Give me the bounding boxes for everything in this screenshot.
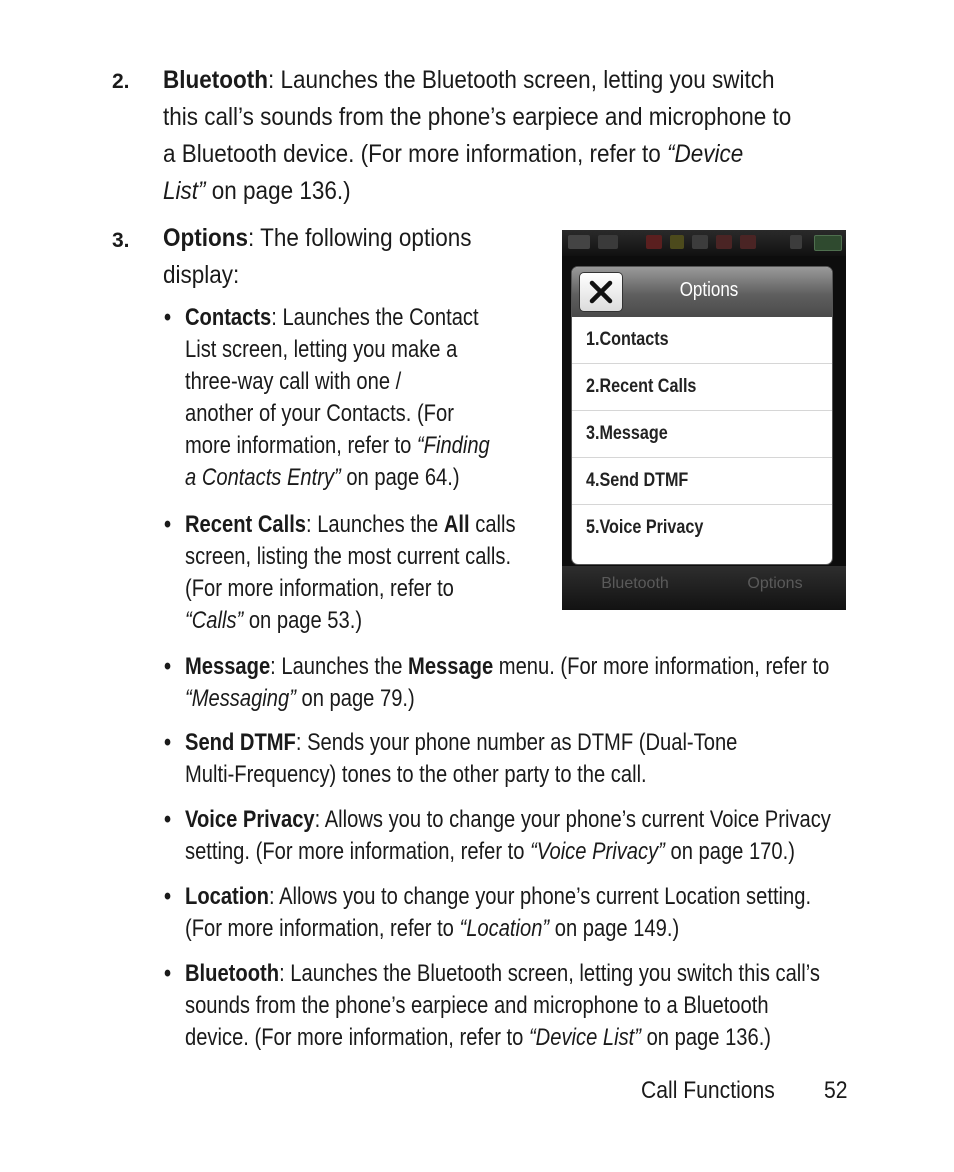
menu-item-send-dtmf[interactable] [572, 458, 832, 505]
status-bar [562, 230, 846, 256]
bullet-dot: • [164, 511, 172, 538]
options-dialog [572, 267, 832, 564]
text-line: : Launches the [270, 653, 409, 680]
softkey-bar [562, 566, 846, 610]
menu-item-message[interactable] [572, 411, 832, 458]
close-icon [589, 280, 613, 304]
text-line: on page 64.) [340, 464, 460, 491]
text-line: setting. (For more information, refer to [185, 838, 531, 865]
emphasis-text: Message [408, 653, 494, 680]
bullet-title: Send DTMF [185, 729, 296, 756]
dialog-header [572, 267, 832, 317]
item-number: 3. [112, 229, 130, 252]
text-line: List screen, letting you make a [185, 336, 458, 363]
cross-reference-link: a Contacts Entry” [185, 464, 341, 491]
bluetooth-softkey[interactable]: Bluetooth [601, 575, 669, 592]
text-line: : The following options [247, 224, 472, 252]
bullet-dot: • [164, 960, 172, 987]
text-line: menu. (For more information, refer to [493, 653, 830, 680]
page-number: 52 [824, 1077, 848, 1104]
bullet-dot: • [164, 304, 172, 331]
cross-reference-link: “Calls” [185, 607, 244, 634]
bullet-title: Bluetooth [185, 960, 280, 987]
text-line: : Allows you to change your phone’s current Location setting. [269, 883, 812, 910]
status-indicator-icon [716, 235, 732, 249]
text-line: on page 136.) [205, 177, 351, 205]
text-line: : Launches the [306, 511, 444, 538]
status-indicator-icon [740, 235, 756, 249]
text-line: this call’s sounds from the phone’s earpiece and microphone to [163, 103, 792, 131]
phone-screenshot [562, 230, 846, 610]
item-title: Options [163, 224, 248, 252]
text-line: : Sends your phone number as DTMF (Dual-Tone [295, 729, 738, 756]
cross-reference-link: “Device List” [528, 1024, 641, 1051]
text-line: (For more information, refer to [185, 575, 454, 602]
text-line: : Allows you to change your phone’s current Voice Privacy [314, 806, 831, 833]
item-title: Bluetooth [163, 66, 268, 94]
text-line: on page 149.) [549, 915, 680, 942]
menu-item-label: 1.Contacts [586, 329, 669, 350]
battery-icon [814, 235, 842, 251]
menu-item-contacts[interactable] [572, 317, 832, 364]
text-line: display: [163, 261, 240, 289]
bullet-title: Message [185, 653, 271, 680]
text-line: screen, listing the most current calls. [185, 543, 512, 570]
menu-item-label: 2.Recent Calls [586, 376, 697, 397]
item-number: 2. [112, 70, 130, 93]
close-button[interactable] [580, 273, 622, 311]
cross-reference-link: “Finding [416, 432, 490, 459]
bullet-dot: • [164, 806, 172, 833]
dialog-title: Options [679, 279, 739, 301]
bullet-title: Location [185, 883, 269, 910]
item-bluetooth-paragraph [163, 62, 793, 210]
text-line: sounds from the phone’s earpiece and microphone to a Bluetooth [185, 992, 769, 1019]
bullet-dot: • [164, 729, 172, 756]
text-line: on page 136.) [640, 1024, 772, 1051]
bullet-title: Recent Calls [185, 511, 307, 538]
text-line: : Launches the Bluetooth screen, letting you switch [267, 66, 775, 94]
cross-reference-link: “Messaging” [185, 685, 296, 712]
options-softkey[interactable]: Options [747, 575, 803, 592]
call-icon [598, 235, 618, 249]
text-line: (For more information, refer to [185, 915, 460, 942]
bullet-title: Voice Privacy [185, 806, 315, 833]
status-indicator-icon [670, 235, 684, 249]
status-indicator-icon [646, 235, 662, 249]
menu-item-voice-privacy[interactable] [572, 505, 832, 552]
cross-reference-link: “Location” [459, 915, 550, 942]
text-line: calls [469, 511, 516, 538]
bullet-dot: • [164, 653, 172, 680]
signal-icon [568, 235, 590, 249]
text-line: a Bluetooth device. (For more information, refer to [163, 140, 667, 168]
text-line: : Launches the Bluetooth screen, letting you switch this call’s [279, 960, 820, 987]
music-icon [790, 235, 802, 249]
menu-item-label: 4.Send DTMF [586, 470, 689, 491]
text-line: more information, refer to [185, 432, 417, 459]
status-indicator-icon [692, 235, 708, 249]
bullet-title: Contacts [185, 304, 272, 331]
bullet-dot: • [164, 883, 172, 910]
text-line: : Launches the Contact [271, 304, 479, 331]
cross-reference-link: “Device [666, 140, 744, 168]
menu-item-recent-calls[interactable] [572, 364, 832, 411]
emphasis-text: All [443, 511, 470, 538]
footer-section-title: Call Functions [641, 1077, 775, 1104]
text-line: on page 170.) [664, 838, 795, 865]
menu-item-label: 5.Voice Privacy [586, 517, 704, 538]
text-line: device. (For more information, refer to [185, 1024, 529, 1051]
cross-reference-link: “Voice Privacy” [530, 838, 665, 865]
text-line: Multi-Frequency) tones to the other party to the call. [185, 761, 647, 788]
text-line: on page 79.) [295, 685, 415, 712]
cross-reference-link: List” [163, 177, 206, 205]
menu-item-label: 3.Message [586, 423, 668, 444]
text-line: another of your Contacts. (For [185, 400, 454, 427]
text-line: on page 53.) [243, 607, 363, 634]
text-line: three-way call with one / [185, 368, 402, 395]
